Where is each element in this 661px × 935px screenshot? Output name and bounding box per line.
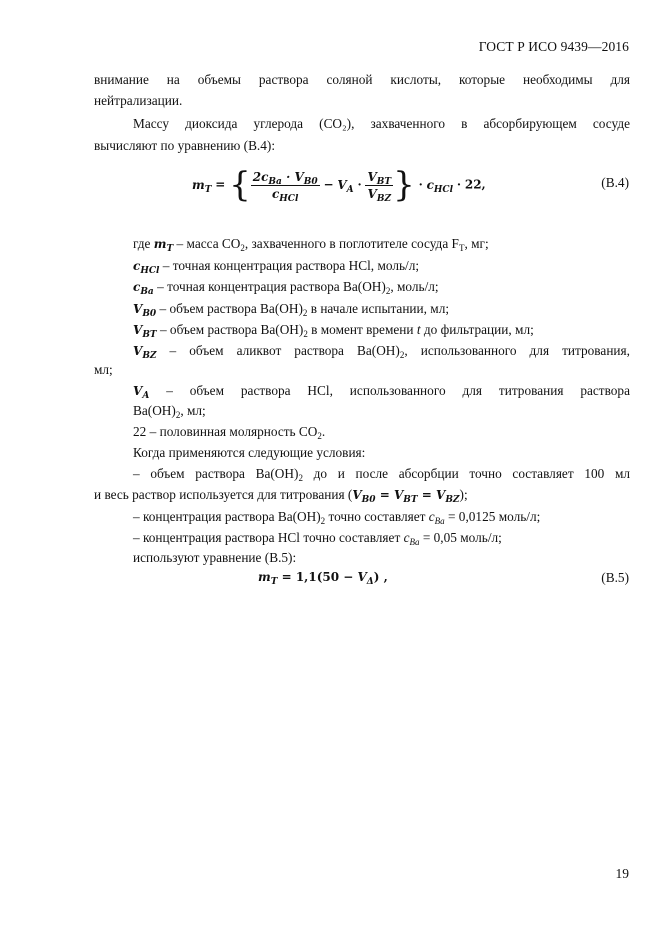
- eq-brace-open: {: [229, 165, 251, 205]
- condition-1-cont: и весь раствор используется для титрования $(V_{B0} = V_{BT} = V_{BZ})$;: [94, 487, 468, 505]
- definition-VBZ-cont: мл;: [94, 362, 113, 377]
- eq-fraction-2: $\frac{V_{BT}}{V_{BZ}}$: [367, 169, 392, 204]
- definition-VBT: $V_{BT}$ – объем раствора $Ba(OH)_2$ в момент времени t до фильтрации, мл;: [133, 322, 534, 340]
- equation-b4: [192, 165, 486, 205]
- eq-va: $V_A$: [337, 177, 354, 195]
- condition-3: – концентрация раствора HCl точно составляет $c_{Ba} = 0,05$ моль/л;: [133, 530, 502, 547]
- eq-comma: ,: [481, 177, 486, 192]
- eq-equals: =: [215, 177, 226, 192]
- paragraph-line: вычисляют по уравнению (В.4):: [94, 138, 276, 153]
- paragraph-line: нейтрализации.: [94, 93, 183, 108]
- eq-dot: ·: [418, 177, 423, 192]
- equation-number-b5: (В.5): [601, 570, 629, 585]
- eq-dot: ·: [357, 177, 362, 192]
- definition-VBZ: $V_{BZ}$ – объем аликвот раствора $Ba(OH)_2$, использованного для титрования,: [133, 343, 630, 361]
- page-number: 19: [615, 866, 629, 881]
- equation-b5: $m_T = 1,1(50 - V_\Delta)$ ,: [258, 570, 388, 587]
- definition-cHCl: $c_{HCl}$ – точная концентрация раствора HCl, моль/л;: [133, 258, 420, 276]
- definition-cBa: $c_{Ba}$ – точная концентрация раствора $Ba(OH)_2$, моль/л;: [133, 279, 439, 297]
- conditions-intro: Когда применяются следующие условия:: [133, 445, 366, 460]
- standard-header: ГОСТ Р ИСО 9439—2016: [478, 39, 629, 54]
- definition-22: 22 – половинная молярность $CO_2$.: [133, 424, 326, 441]
- definition-mT: где $m_T$ – масса $CO_2$, захваченного в поглотителе сосуда $F_T$, мг;: [133, 236, 489, 254]
- eq-brace-close: }: [393, 165, 415, 205]
- definition-VA: $V_A$ – объем раствора HCl, использованного для титрования раствора: [133, 383, 630, 401]
- paragraph-line: внимание на объемы раствора соляной кислоты, которые необходимы для: [94, 72, 630, 87]
- eq-fraction-1: $\frac{2c_{Ba} \cdot V_{B0}}{c_{HCl}}$: [252, 169, 318, 204]
- condition-2: – концентрация раствора $Ba(OH)_2$ точно составляет $c_{Ba} = 0,0125$ моль/л;: [133, 509, 541, 526]
- eq-dot: ·: [456, 177, 462, 192]
- eq-lhs: $m_T$: [192, 177, 212, 195]
- condition-4: используют уравнение (В.5):: [133, 550, 297, 565]
- condition-1: – объем раствора $Ba(OH)_2$ до и после абсорбции точно составляет 100 мл: [133, 466, 630, 483]
- definition-VB0: $V_{B0}$ – объем раствора $Ba(OH)_2$ в начале испытании, мл;: [133, 301, 450, 319]
- eq-minus: −: [323, 177, 334, 192]
- eq-factor: 22: [464, 177, 482, 192]
- paragraph-line: Массу диоксида углерода (CO₂), захваченного в абсорбирующем сосуде: [133, 116, 630, 131]
- definition-VA-cont: $Ba(OH)_2$, мл;: [133, 403, 206, 420]
- equation-number-b4: (В.4): [601, 175, 629, 190]
- eq-c-hcl: $c_{HCl}$: [426, 177, 453, 195]
